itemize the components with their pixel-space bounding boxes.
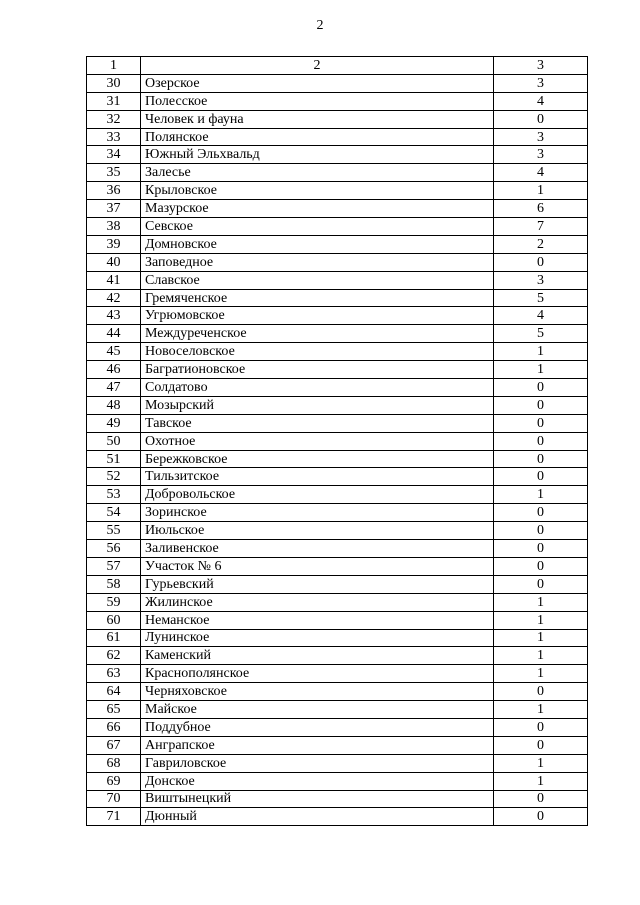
row-value-cell: 0 [494,468,588,486]
row-number-cell: 70 [87,790,141,808]
row-number-cell: 69 [87,772,141,790]
table-row [87,146,588,164]
row-name-cell: Охотное [141,432,494,450]
row-value-cell: 0 [494,432,588,450]
column-header-name: 2 [141,57,494,75]
row-value-cell: 0 [494,110,588,128]
row-name-cell: Каменский [141,647,494,665]
row-name-cell: Озерское [141,74,494,92]
table-row [87,504,588,522]
table-row [87,182,588,200]
row-value-cell: 1 [494,754,588,772]
row-value-cell: 1 [494,486,588,504]
row-value-cell: 5 [494,289,588,307]
row-value-cell: 5 [494,325,588,343]
table-row [87,772,588,790]
row-number-cell: 34 [87,146,141,164]
row-name-cell: Добровольское [141,486,494,504]
row-name-cell: Человек и фауна [141,110,494,128]
row-name-cell: Полянское [141,128,494,146]
row-number-cell: 63 [87,665,141,683]
row-number-cell: 44 [87,325,141,343]
row-value-cell: 3 [494,128,588,146]
table-row [87,271,588,289]
row-number-cell: 58 [87,575,141,593]
table-row [87,540,588,558]
row-number-cell: 71 [87,808,141,826]
table-row [87,450,588,468]
table-row [87,361,588,379]
table-row [87,396,588,414]
column-header-value: 3 [494,57,588,75]
row-number-cell: 31 [87,92,141,110]
row-number-cell: 66 [87,718,141,736]
row-value-cell: 0 [494,557,588,575]
row-value-cell: 0 [494,575,588,593]
row-name-cell: Дюнный [141,808,494,826]
row-number-cell: 48 [87,396,141,414]
table-row [87,736,588,754]
row-name-cell: Июльское [141,522,494,540]
row-name-cell: Донское [141,772,494,790]
row-value-cell: 1 [494,647,588,665]
row-number-cell: 54 [87,504,141,522]
row-number-cell: 57 [87,557,141,575]
row-name-cell: Поддубное [141,718,494,736]
row-number-cell: 45 [87,343,141,361]
row-name-cell: Бережковское [141,450,494,468]
row-name-cell: Ангрaпское [141,736,494,754]
column-header-number: 1 [87,57,141,75]
row-name-cell: Зоринское [141,504,494,522]
row-value-cell: 1 [494,343,588,361]
row-name-cell: Заповедное [141,253,494,271]
table-row [87,289,588,307]
row-value-cell: 4 [494,307,588,325]
row-name-cell: Черняховское [141,683,494,701]
row-number-cell: 65 [87,701,141,719]
table-header-row [87,57,588,75]
row-number-cell: 60 [87,611,141,629]
row-name-cell: Новоселовское [141,343,494,361]
row-number-cell: 51 [87,450,141,468]
row-name-cell: Неманское [141,611,494,629]
table-row [87,647,588,665]
row-name-cell: Краснополянское [141,665,494,683]
row-value-cell: 0 [494,736,588,754]
table-row [87,486,588,504]
row-number-cell: 36 [87,182,141,200]
table-row [87,432,588,450]
row-name-cell: Участок № 6 [141,557,494,575]
table-body [87,74,588,825]
row-number-cell: 53 [87,486,141,504]
row-value-cell: 0 [494,450,588,468]
row-value-cell: 0 [494,504,588,522]
row-name-cell: Мозырский [141,396,494,414]
row-value-cell: 0 [494,253,588,271]
row-number-cell: 35 [87,164,141,182]
row-name-cell: Гавриловское [141,754,494,772]
page-number: 2 [316,18,324,33]
row-value-cell: 1 [494,593,588,611]
row-name-cell: Солдатово [141,379,494,397]
row-number-cell: 61 [87,629,141,647]
row-value-cell: 1 [494,701,588,719]
row-value-cell: 4 [494,164,588,182]
row-value-cell: 0 [494,683,588,701]
table-row [87,414,588,432]
row-value-cell: 1 [494,629,588,647]
row-name-cell: Междуреченское [141,325,494,343]
table-row [87,164,588,182]
row-name-cell: Багратионовское [141,361,494,379]
row-number-cell: 42 [87,289,141,307]
row-value-cell: 0 [494,808,588,826]
table-row [87,593,588,611]
row-number-cell: 64 [87,683,141,701]
row-name-cell: Угрюмовское [141,307,494,325]
table-row [87,110,588,128]
row-number-cell: 67 [87,736,141,754]
table-row [87,522,588,540]
table-row [87,718,588,736]
row-name-cell: Крыловское [141,182,494,200]
row-number-cell: 49 [87,414,141,432]
table-row [87,683,588,701]
row-name-cell: Севское [141,218,494,236]
row-value-cell: 0 [494,790,588,808]
row-value-cell: 4 [494,92,588,110]
row-value-cell: 3 [494,146,588,164]
table-row [87,629,588,647]
table-row [87,218,588,236]
table-row [87,307,588,325]
table-row [87,128,588,146]
row-number-cell: 30 [87,74,141,92]
row-name-cell: Южный Эльхвальд [141,146,494,164]
table-row [87,808,588,826]
table-row [87,665,588,683]
table-row [87,468,588,486]
row-name-cell: Гремяченское [141,289,494,307]
row-value-cell: 1 [494,611,588,629]
row-value-cell: 1 [494,772,588,790]
row-value-cell: 0 [494,540,588,558]
table-row [87,701,588,719]
row-name-cell: Тильзитское [141,468,494,486]
row-name-cell: Лунинское [141,629,494,647]
row-number-cell: 41 [87,271,141,289]
row-name-cell: Славское [141,271,494,289]
row-number-cell: 52 [87,468,141,486]
row-name-cell: Залесье [141,164,494,182]
row-number-cell: 38 [87,218,141,236]
row-name-cell: Жилинское [141,593,494,611]
table-row [87,379,588,397]
table-row [87,200,588,218]
row-name-cell: Гурьевский [141,575,494,593]
row-number-cell: 62 [87,647,141,665]
row-number-cell: 39 [87,235,141,253]
row-name-cell: Тавское [141,414,494,432]
data-table [86,56,588,826]
row-number-cell: 68 [87,754,141,772]
row-name-cell: Виштынецкий [141,790,494,808]
row-number-cell: 46 [87,361,141,379]
table-row [87,74,588,92]
row-value-cell: 1 [494,361,588,379]
row-value-cell: 1 [494,182,588,200]
table-row [87,343,588,361]
row-value-cell: 2 [494,235,588,253]
table-row [87,754,588,772]
row-number-cell: 55 [87,522,141,540]
row-value-cell: 6 [494,200,588,218]
row-value-cell: 0 [494,414,588,432]
row-number-cell: 40 [87,253,141,271]
table-row [87,325,588,343]
row-name-cell: Полесское [141,92,494,110]
row-value-cell: 0 [494,718,588,736]
row-number-cell: 32 [87,110,141,128]
row-value-cell: 0 [494,396,588,414]
row-name-cell: Майское [141,701,494,719]
table-row [87,235,588,253]
table-row [87,790,588,808]
row-value-cell: 3 [494,74,588,92]
table-row [87,611,588,629]
row-number-cell: 50 [87,432,141,450]
table-row [87,575,588,593]
row-value-cell: 0 [494,379,588,397]
row-value-cell: 7 [494,218,588,236]
row-number-cell: 47 [87,379,141,397]
row-value-cell: 3 [494,271,588,289]
row-number-cell: 33 [87,128,141,146]
row-name-cell: Мазурское [141,200,494,218]
row-name-cell: Домновское [141,235,494,253]
row-value-cell: 1 [494,665,588,683]
row-name-cell: Заливенское [141,540,494,558]
row-number-cell: 43 [87,307,141,325]
table-row [87,557,588,575]
table-row [87,92,588,110]
table-row [87,253,588,271]
row-number-cell: 37 [87,200,141,218]
row-number-cell: 56 [87,540,141,558]
row-number-cell: 59 [87,593,141,611]
row-value-cell: 0 [494,522,588,540]
